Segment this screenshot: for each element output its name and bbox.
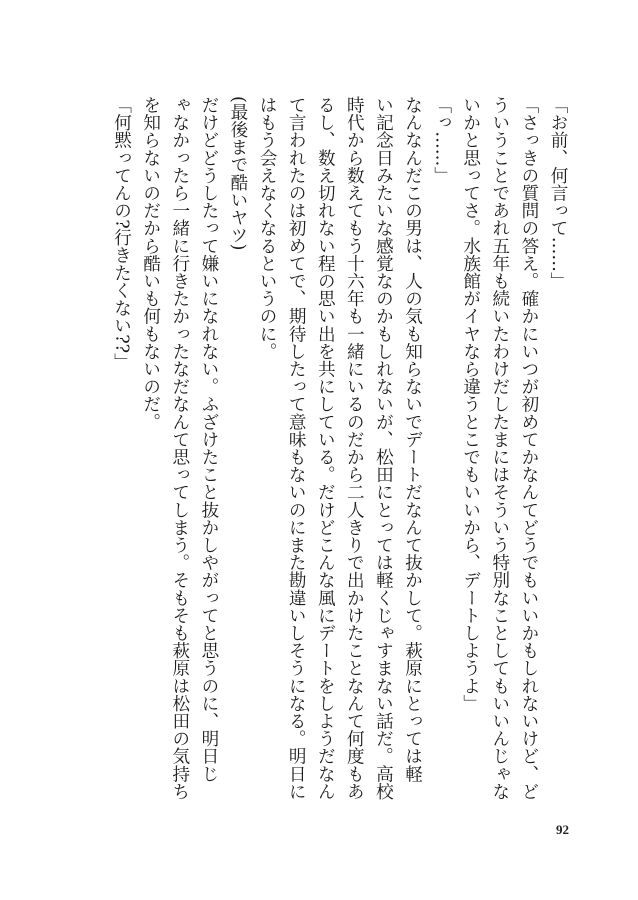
text-line: い記念日みたいな感覚なのかもしれないが、松田にとっては軽くじゃすまない話だ。高校 [373,96,394,800]
text-line: を知らないのだから酷いも何もないのだ。 [140,96,161,431]
text-line: なんなんだこの男は、人の気も知らないでデートだなんて抜かして。萩原にとっては軽 [402,96,423,783]
text-line: て言われたのは初めてで、期待したって意味もないのにまた勘違いしそうになる。明日に [286,96,307,800]
text-line: だけどどうしたって嫌いになれない。ふざけたこと抜かしやがってと思うのに、明日じ [198,96,219,783]
text-line: 「さっきの質問の答え。確かにいつが初めてかなんてどうでもいいかもしれないけど、ど [518,96,539,800]
text-line: (最後まで酷いヤツ) [227,96,248,251]
text-line: 「何黙ってんの?行きたくない??」 [111,96,132,371]
page-number: 92 [556,822,569,837]
text-line: 「っ……」 [431,96,452,184]
text-line: 時代から数えてもう十六年も一緒にいるのだから二人きりで出かけたことなんて何度もあ [344,96,365,800]
text-line: いかと思ってさ。水族館がイヤなら違うとこでもいいから、デートしようよ」 [460,96,481,712]
text-line: はもう会えなくなるというのに。 [257,96,278,360]
text-line: ゃなかったら一緒に行きたかったなだなんて思ってしまう。そもそも萩原は松田の気持ち [169,96,190,800]
text-line: るし、数え切れない程の思い出を共にしている。だけどこんな風にデートをしようだなん [315,96,336,800]
vertical-text-body [107,96,573,800]
text-line: 「お前、何言って……」 [548,96,568,290]
text-line: ういうことであれ五年も続いたわけだしたまにはそういう特別なことしてもいいんじゃな [489,96,510,800]
